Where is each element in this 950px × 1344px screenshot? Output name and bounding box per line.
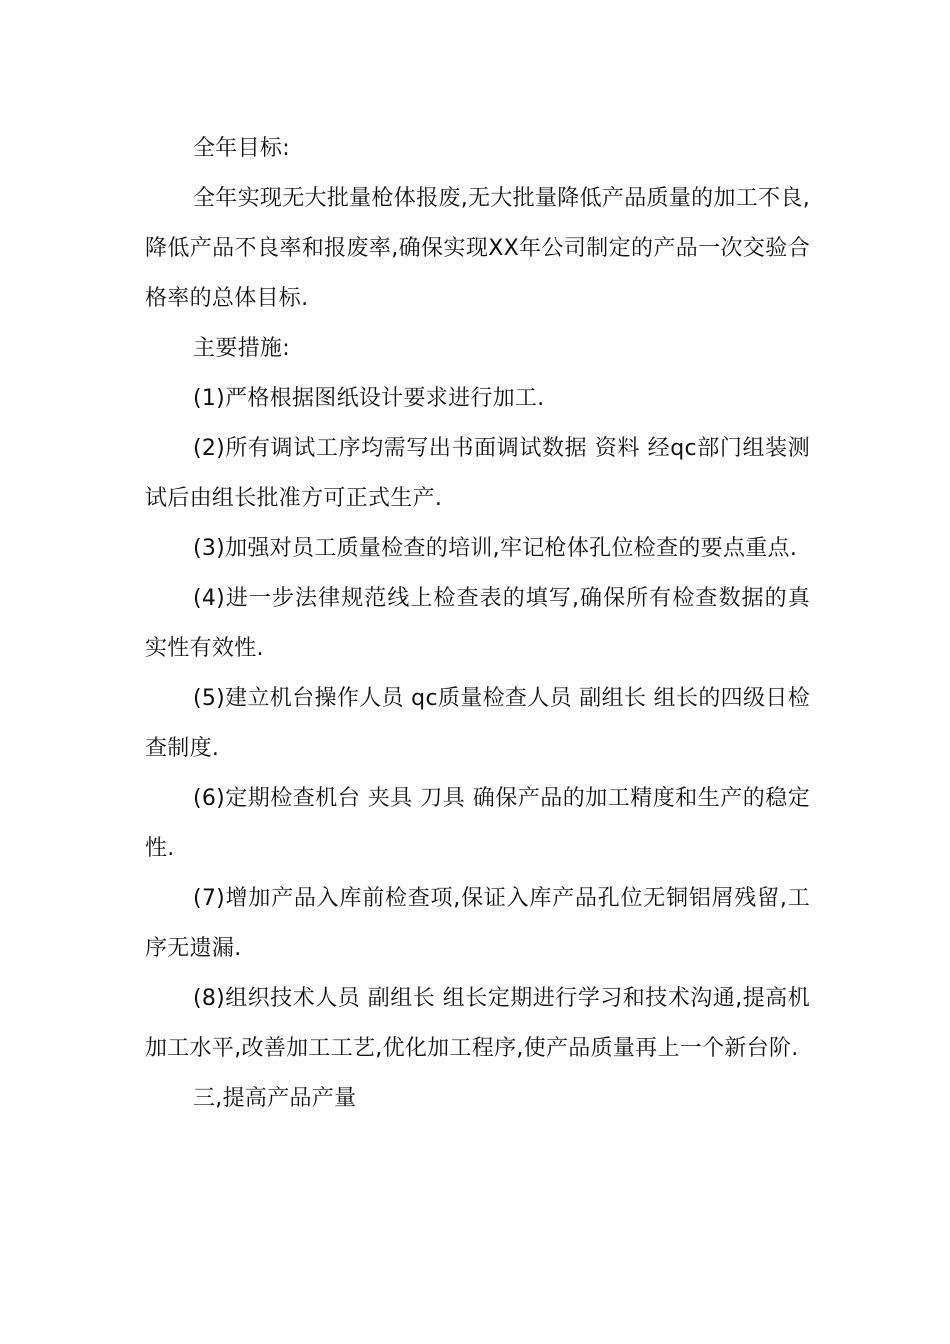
paragraph-measure-2: (2)所有调试工序均需写出书面调试数据 资料 经qc部门组装测试后由组长批准方可正式生产.: [145, 436, 810, 511]
paragraph-measure-6: (6)定期检查机台 夹具 刀具 确保产品的加工精度和生产的稳定性.: [145, 786, 810, 861]
paragraph-measures-heading: 主要措施:: [193, 336, 290, 361]
paragraph-annual-goal: 全年实现无大批量枪体报废,无大批量降低产品质量的加工不良,降低产品不良率和报废率,确保实现XX年公司制定的产品一次交验合格率的总体目标.: [145, 186, 810, 311]
paragraph-annual-goal-heading: 全年目标:: [193, 136, 290, 161]
paragraph-measure-1: (1)严格根据图纸设计要求进行加工.: [193, 386, 545, 411]
paragraph-measure-4: (4)进一步法律规范线上检查表的填写,确保所有检查数据的真实性有效性.: [145, 586, 810, 661]
paragraph-measure-8: (8)组织技术人员 副组长 组长定期进行学习和技术沟通,提高机加工水平,改善加工工艺,优化加工程序,使产品质量再上一个新台阶.: [145, 986, 810, 1061]
paragraph-measure-7: (7)增加产品入库前检查项,保证入库产品孔位无铜铝屑残留,工序无遗漏.: [145, 886, 810, 961]
paragraph-measure-5: (5)建立机台操作人员 qc质量检查人员 副组长 组长的四级日检查制度.: [145, 686, 810, 761]
paragraph-measure-3: (3)加强对员工质量检查的培训,牢记枪体孔位检查的要点重点.: [193, 536, 798, 561]
document-body: [145, 124, 810, 1124]
paragraph-section-three-heading: 三,提高产品产量: [193, 1086, 357, 1111]
